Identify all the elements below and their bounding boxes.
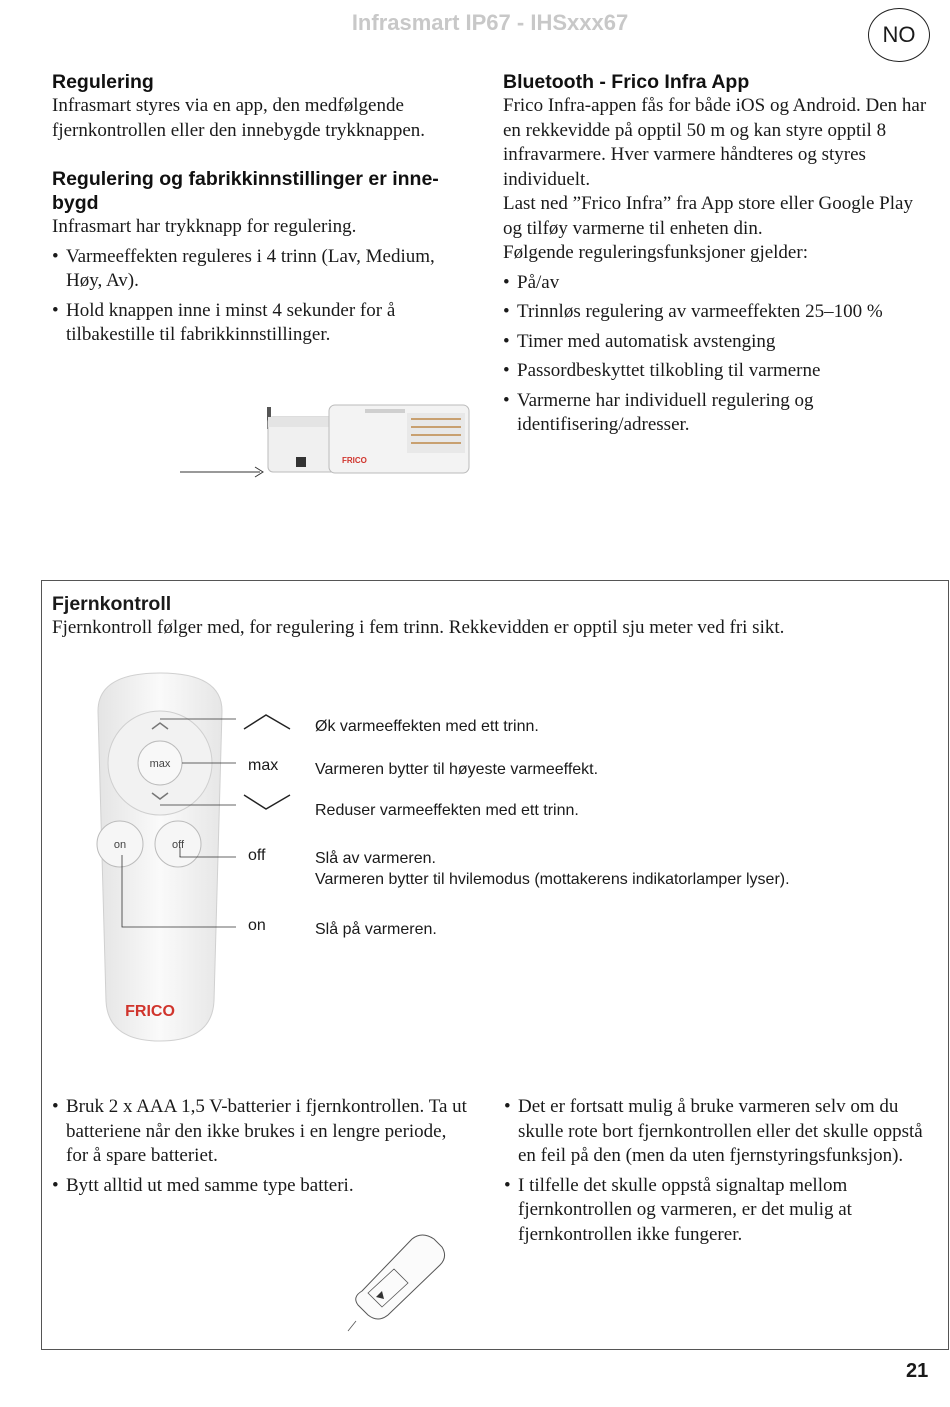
section-heading-bluetooth: Bluetooth - Frico Infra App — [503, 71, 750, 93]
list-item: • Timer med automatisk avstenging — [503, 330, 933, 355]
on-button-label: on — [113, 839, 127, 851]
desc-off-line-2: Varmeren bytter til hvilemodus (mottakerens indikatorlamper lyser). — [315, 871, 790, 888]
fallback-notes — [504, 1095, 934, 1252]
push-button-icon — [296, 457, 306, 467]
list-item: • På/av — [503, 271, 933, 296]
functions-intro: Følgende reguleringsfunksjoner gjelder: — [503, 242, 808, 263]
label-max: max — [248, 757, 279, 774]
heater-illustration — [175, 395, 475, 485]
bullet-list-push-button — [52, 245, 472, 348]
desc-on: Slå på varmeren. — [315, 921, 437, 938]
list-item: • Trinnløs regulering av varmeeffekten 25–100 % — [503, 300, 933, 325]
bullet-list-app-functions — [503, 271, 933, 438]
left-column — [52, 70, 472, 348]
list-item: • Det er fortsatt mulig å bruke varmeren selv om du skulle rote bort fjernkontrollen eller det skulle oppstå en feil på den (men da uten fjernstyringsfunksjon). — [504, 1095, 934, 1169]
battery-notes — [52, 1095, 472, 1203]
heater-brand-logo: FRICO — [342, 456, 367, 465]
remote-intro-text: Fjernkontroll følger med, for regulering i fem trinn. Rekkevidden er opptil sju meter ved fri sikt. — [52, 617, 785, 638]
list-item: • Bruk 2 x AAA 1,5 V-batterier i fjernkontrollen. Ta ut batteriene når den ikke brukes i en lengre periode, for å spare batteriet. — [52, 1095, 472, 1169]
remote-control-section — [41, 580, 949, 1350]
section-heading-regulering: Regulering — [52, 71, 154, 93]
list-item: • Varmeeffekten reguleres i 4 trinn (Lav, Medium, Høy, Av). — [52, 245, 472, 294]
download-instruction: Last ned ”Frico Infra” fra App store eller Google Play og tilføy varmerne til enheten din. — [503, 193, 913, 239]
language-badge: NO — [868, 8, 930, 62]
label-on: on — [248, 917, 266, 934]
remote-brand-logo: FRICO — [125, 1003, 175, 1020]
list-item: • I tilfelle det skulle oppstå signaltap mellom fjernkontrollen og varmeren, er det mulig at fjernkontrollen ikke fungerer. — [504, 1174, 934, 1248]
section-text-push-button: Infrasmart har trykknapp for regulering. — [52, 216, 357, 237]
section-heading-remote: Fjernkontroll — [52, 593, 172, 615]
desc-up: Øk varmeeffekten med ett trinn. — [315, 718, 539, 735]
heading-line-2: bygd — [52, 192, 99, 214]
document-header-title: Infrasmart IP67 - IHSxxx67 — [351, 10, 629, 35]
section-text-regulering: Infrasmart styres via en app, den medfølgende fjernkontrollen eller den innebygde trykknappen. — [52, 95, 426, 141]
off-button-label: off — [171, 839, 185, 851]
list-item: • Hold knappen inne i minst 4 sekunder for å tilbakestille til fabrikkinnstillinger. — [52, 299, 472, 348]
battery-compartment-illustration — [342, 1231, 452, 1336]
desc-off-line-1: Slå av varmeren. — [315, 850, 436, 867]
desc-down: Reduser varmeeffekten med ett trinn. — [315, 802, 579, 819]
label-off: off — [248, 847, 266, 864]
right-column — [503, 70, 933, 438]
list-item: • Bytt alltid ut med samme type batteri. — [52, 1174, 472, 1199]
remote-control-illustration — [88, 671, 348, 1051]
list-item: • Passordbeskyttet tilkobling til varmerne — [503, 359, 933, 384]
page-number: 21 — [906, 1360, 929, 1382]
list-item: • Varmerne har individuell regulering og identifisering/adresser. — [503, 389, 933, 438]
up-arrow-symbol — [244, 715, 290, 729]
section-heading-factory-settings — [52, 167, 472, 215]
heading-line-1: Regulering og fabrikkinnstillinger er inne- — [52, 168, 439, 190]
desc-max: Varmeren bytter til høyeste varmeeffekt. — [315, 761, 599, 778]
max-button-label: max — [149, 758, 171, 770]
bluetooth-description: Frico Infra-appen fås for både iOS og Android. Den har en rekkevidde på opptil 50 m og kan styre opptil 8 infravarmere. Hver varmere håndteres og styres individuelt. — [503, 95, 927, 190]
desc-off — [315, 848, 790, 890]
down-arrow-symbol — [244, 795, 290, 809]
